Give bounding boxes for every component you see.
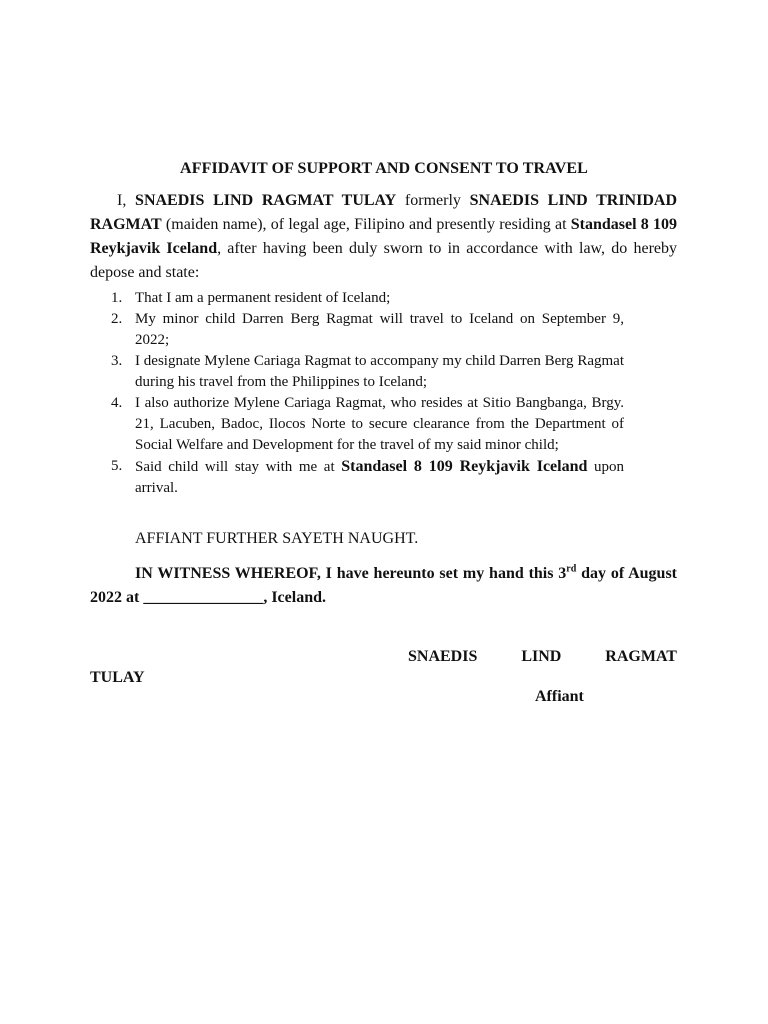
list-item-text: That I am a permanent resident of Iceland; — [135, 290, 391, 306]
signature-word: RAGMAT — [605, 648, 677, 665]
intro-closing: , after having been duly sworn to in accordance with law, do hereby depose and state: — [90, 240, 677, 281]
signature-word: TULAY — [90, 669, 145, 686]
list-item — [90, 309, 624, 351]
intro-status: (maiden name), of legal age, Filipino and presently residing at — [161, 216, 571, 233]
affiant-current-name: SNAEDIS LIND RAGMAT TULAY — [135, 192, 397, 209]
signature-word: SNAEDIS — [408, 648, 478, 665]
witness-ordinal-suffix: rd — [566, 563, 577, 575]
list-item-text-after: upon arrival. — [135, 459, 624, 496]
signature-line-2 — [90, 667, 677, 688]
list-item-address: Standasel 8 109 Reykjavik Iceland — [341, 458, 588, 475]
list-item-number: 2. — [111, 311, 123, 327]
signature-line-1 — [408, 646, 677, 667]
list-item-text: I designate Mylene Cariaga Ragmat to accompany my child Darren Berg Ragmat during his travel from the Philippines to Iceland; — [135, 353, 624, 390]
list-item-text-before: Said child will stay with me at — [135, 459, 342, 475]
intro-prefix: I, — [117, 192, 136, 209]
list-item-number: 4. — [111, 395, 123, 411]
signature-name — [90, 646, 677, 688]
list-item-number: 3. — [111, 353, 123, 369]
list-item-text: My minor child Darren Berg Ragmat will travel to Iceland on September 9, 2022; — [135, 311, 624, 348]
statement-list — [90, 288, 624, 499]
further-statement: AFFIANT FURTHER SAYETH NAUGHT. — [135, 530, 419, 547]
intro-paragraph — [90, 189, 677, 285]
list-item — [90, 351, 624, 393]
affiant-maiden-name: SNAEDIS LIND TRINIDAD RAGMAT — [90, 192, 678, 233]
list-item — [90, 456, 624, 499]
intro-formerly: formerly — [396, 192, 470, 209]
witness-text-end: day of August 2022 at _______________, Iceland. — [90, 565, 678, 606]
list-item — [90, 393, 624, 456]
list-item-number: 1. — [111, 290, 123, 306]
list-item-text: I also authorize Mylene Cariaga Ragmat, who resides at Sitio Bangbanga, Brgy. 21, Lacuben, Badoc, Ilocos Norte to secure clearance from the Department of Social Welfare and Development for the travel of my said minor child; — [135, 395, 624, 453]
document-title: AFFIDAVIT OF SUPPORT AND CONSENT TO TRAVEL — [180, 160, 588, 177]
witness-text-start: IN WITNESS WHEREOF, I have hereunto set my hand this 3 — [135, 565, 567, 582]
signature-word: LIND — [521, 648, 562, 665]
affiant-address: Standasel 8 109 Reykjavik Iceland — [90, 216, 678, 257]
list-item-number: 5. — [111, 458, 123, 474]
witness-paragraph — [90, 562, 677, 610]
affiant-label: Affiant — [535, 688, 584, 705]
list-item — [90, 288, 624, 309]
